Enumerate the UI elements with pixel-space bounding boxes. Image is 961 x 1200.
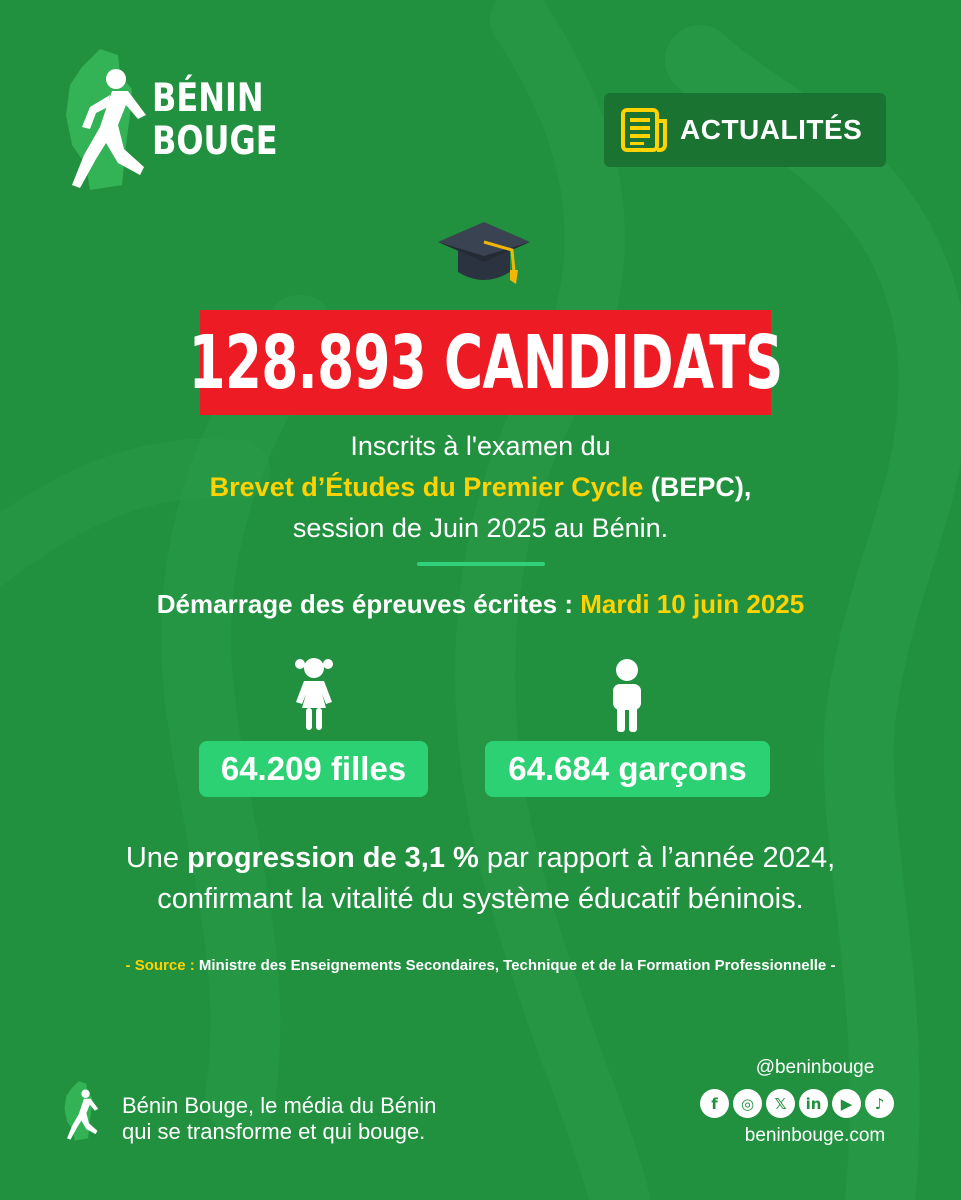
- girl-icon: [292, 656, 336, 730]
- newspaper-icon: [620, 107, 670, 153]
- footer-logo-icon[interactable]: [62, 1078, 102, 1144]
- boys-count: 64.684 garçons: [508, 750, 747, 787]
- exam-abbr: (BEPC),: [650, 472, 752, 502]
- intro-line-3: session de Juin 2025 au Bénin.: [292, 513, 669, 543]
- section-divider: [417, 562, 545, 566]
- instagram-icon[interactable]: ◎: [733, 1089, 762, 1118]
- tagline-line-1: Bénin Bouge, le média du Bénin: [122, 1093, 437, 1118]
- intro-line-2: [0, 467, 961, 508]
- boys-count-pill: [485, 741, 770, 797]
- girls-count-pill: [199, 741, 428, 797]
- social-handle[interactable]: @beninbouge: [755, 1057, 875, 1078]
- source-label: - Source :: [125, 957, 195, 974]
- intro-line-1: Inscrits à l'examen du: [350, 431, 611, 461]
- tagline-line-2: qui se transforme et qui bouge.: [122, 1119, 426, 1144]
- badge-label: ACTUALITÉS: [680, 114, 863, 145]
- intro-text: [0, 426, 961, 549]
- benin-map-runner-icon: [60, 45, 155, 195]
- brand-logo[interactable]: [60, 45, 278, 195]
- source-line: [0, 957, 961, 974]
- boy-icon: [605, 658, 649, 732]
- graduation-cap-icon: [436, 218, 532, 290]
- exam-name: Brevet d’Études du Premier Cycle: [209, 472, 644, 502]
- progress-suffix: par rapport à l’année 2024,: [486, 842, 836, 874]
- youtube-icon[interactable]: ▶: [832, 1089, 861, 1118]
- linkedin-icon[interactable]: in: [799, 1089, 828, 1118]
- girls-count: 64.209 filles: [220, 750, 407, 787]
- source-text: Ministre des Enseignements Secondaires, Technique et de la Formation Professionnelle -: [198, 957, 836, 974]
- headline-banner: [188, 310, 783, 415]
- brand-line-2: BOUGE: [152, 119, 278, 164]
- exam-start: [0, 589, 961, 620]
- facebook-icon[interactable]: f: [700, 1089, 729, 1118]
- brand-line-1: BÉNIN: [152, 76, 264, 121]
- x-icon[interactable]: 𝕏: [766, 1089, 795, 1118]
- brand-wordmark: [152, 77, 278, 163]
- progress-line-1: [0, 838, 961, 879]
- progress-prefix: Une: [125, 842, 180, 874]
- progress-highlight: progression de 3,1 %: [187, 842, 479, 874]
- progress-line-2: confirmant la vitalité du système éducatif béninois.: [157, 883, 804, 915]
- news-badge: [604, 93, 886, 167]
- start-date: Mardi 10 juin 2025: [580, 589, 805, 619]
- progress-text: [0, 838, 961, 920]
- website-link[interactable]: beninbouge.com: [744, 1125, 886, 1146]
- headline-text: 128.893 CANDIDATS: [188, 319, 783, 406]
- start-label: Démarrage des épreuves écrites :: [156, 589, 573, 619]
- tiktok-icon[interactable]: ♪: [865, 1089, 894, 1118]
- footer-tagline: [122, 1093, 436, 1145]
- social-icons: [700, 1089, 894, 1118]
